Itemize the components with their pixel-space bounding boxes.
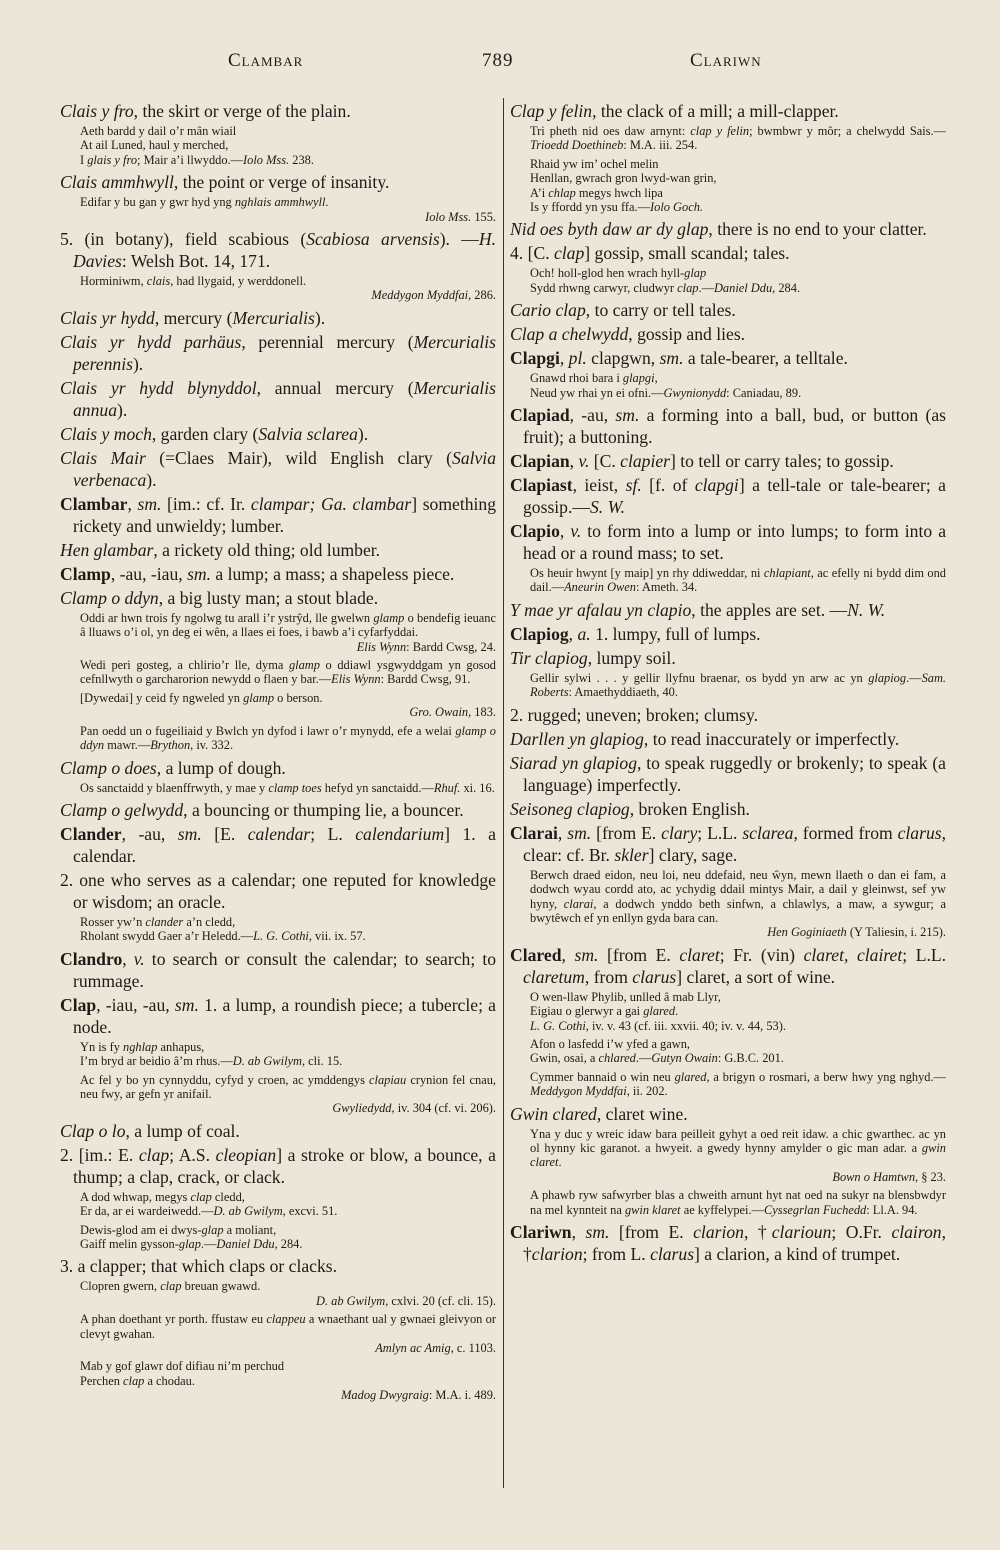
citation-quote bbox=[510, 157, 946, 215]
dictionary-entry: Clais yr hydd, mercury (Mercurialis). bbox=[60, 307, 326, 328]
dictionary-entry: Clap y felin, the clack of a mill; a mill-clapper. bbox=[510, 101, 839, 121]
quote-line: Edifar y bu gan y gwr hyd yng nghlais ammhwyll. bbox=[80, 195, 329, 210]
quote-line: Oddi ar hwn trois fy ngolwg tu arall i’r ystrŷd, lle gwelwn glamp o bendefig ieuanc â lluaws o’i ol, yn deg ei wên, a llaes ei foes, i bawb a’i cyfarfyddai. bbox=[80, 610, 496, 640]
citation-quote bbox=[510, 868, 946, 940]
citation-quote bbox=[510, 1188, 946, 1217]
dictionary-entry: Clamp o does, a lump of dough. bbox=[60, 757, 286, 778]
quote-line: A dod whwap, megys clap cledd, bbox=[80, 1189, 245, 1204]
dictionary-entry: 2. [im.: E. clap; A.S. cleopian] a stroke or blow, a bounce, a thump; a clap, crack, or clack. bbox=[60, 1144, 496, 1187]
quote-line: Sydd rhwng carwyr, cludwyr clap.—Daniel Ddu, 284. bbox=[530, 280, 801, 295]
quote-source: Elis Wynn: Bardd Cwsg, 24. bbox=[356, 639, 496, 654]
quote-line: Dewis-glod am ei dwys-glap a moliant, bbox=[80, 1222, 277, 1237]
dictionary-entry: Hen glambar, a rickety old thing; old lumber. bbox=[60, 539, 381, 560]
quote-source: Amlyn ac Amig, c. 1103. bbox=[375, 1341, 496, 1355]
quote-line: Os heuir hwynt [y maip] yn rhy ddiweddar, ni chlapiant, ac efelly ni bydd dim ond dail.—Aneurin Owen: Ameth. 34. bbox=[530, 566, 946, 595]
dictionary-entry: Clapio, v. to form into a lump or into lumps; to form into a head or a round mass; to set. bbox=[510, 521, 946, 564]
dictionary-entry: Clapiad, -au, sm. a forming into a ball, bud, or button (as fruit); a buttoning. bbox=[510, 405, 946, 448]
quote-line: Yna y duc y wreic idaw bara peilleit gyhyt a oed reit idaw. a chic gwarthec. ac yn ol hynny kic garanot. a hwyeit. a gwedy hynny amylder o gic man adar. a gwin claret. bbox=[530, 1126, 946, 1170]
quote-line: Rholant swydd Gaer a’r Heledd.—L. G. Cothi, vii. ix. 57. bbox=[80, 929, 366, 944]
quote-line: Clopren gwern, clap breuan gwawd. bbox=[80, 1279, 261, 1294]
quote-line: L. G. Cothi, iv. v. 43 (cf. iii. xxvii. 40; iv. v. 44, 53). bbox=[530, 1018, 786, 1033]
dictionary-entry: Nid oes byth daw ar dy glap, there is no end to your clatter. bbox=[510, 219, 927, 240]
quote-line: [Dywedai] y ceid fy ngweled yn glamp o berson. bbox=[80, 690, 323, 705]
quote-line: I glais y fro; Mair a’i llwyddo.—Iolo Mss. 238. bbox=[80, 152, 314, 167]
quote-source: Bown o Hamtwn, § 23. bbox=[832, 1169, 946, 1184]
dictionary-entry: Clais y fro, the skirt or verge of the plain. bbox=[60, 101, 351, 121]
quote-line: A’i chlap megys hwch lipa bbox=[530, 185, 663, 200]
quote-line: Rhaid yw im’ ochel melin bbox=[530, 156, 659, 171]
citation-quote bbox=[60, 1223, 496, 1252]
quote-line: At ail Luned, haul y merched, bbox=[80, 138, 229, 153]
dictionary-entry: Y mae yr afalau yn clapio, the apples are set. —N. W. bbox=[510, 599, 886, 620]
dictionary-entry: Clarai, sm. [from E. clary; L.L. sclarea, formed from clarus, clear: cf. Br. skler] clary, sage. bbox=[510, 822, 946, 865]
dictionary-entry: Clapiast, ieist, sf. [f. of clapgi] a tell-tale or tale-bearer; a gossip.—S. W. bbox=[510, 475, 946, 518]
quote-line: Horminiwm, clais, had llygaid, y werddonell. bbox=[80, 274, 307, 289]
dictionary-entry: Clamp o gelwydd, a bouncing or thumping lie, a bouncer. bbox=[60, 799, 464, 820]
right-column bbox=[510, 100, 946, 1500]
column-divider bbox=[503, 98, 504, 1488]
quote-source: Gwyliedydd, iv. 304 (cf. vi. 206). bbox=[332, 1101, 496, 1116]
citation-quote bbox=[60, 781, 496, 795]
citation-quote bbox=[510, 671, 946, 700]
dictionary-entry: Clapgi, pl. clapgwn, sm. a tale-bearer, a telltale. bbox=[510, 348, 848, 369]
dictionary-entry: Clap a chelwydd, gossip and lies. bbox=[510, 324, 746, 345]
quote-line: I’m bryd ar beidio â’m rhus.—D. ab Gwilym, cli. 15. bbox=[80, 1054, 343, 1069]
citation-quote bbox=[60, 124, 496, 167]
running-head bbox=[0, 50, 1000, 80]
quote-source: Gro. Owain, 183. bbox=[409, 705, 496, 720]
quote-line: Gwin, osai, a chlared.—Gutyn Owain: G.B.C. 201. bbox=[530, 1051, 784, 1066]
dictionary-entry: Clapian, v. [C. clapier] to tell or carry tales; to gossip. bbox=[510, 451, 894, 472]
header-right-word: Clariwn bbox=[690, 50, 762, 71]
quote-line: Er da, ar ei wardeiwedd.—D. ab Gwilym, excvi. 51. bbox=[80, 1204, 338, 1219]
citation-quote bbox=[510, 1127, 946, 1185]
quote-line: A phan doethant yr porth. ffustaw eu clappeu a wnaethant ual y gwnaei gleivyon or clevyt gwahan. bbox=[80, 1312, 496, 1341]
quote-line: Perchen clap a chodau. bbox=[80, 1373, 195, 1388]
dictionary-entry: Clais y moch, garden clary (Salvia sclarea). bbox=[60, 423, 369, 444]
citation-quote bbox=[60, 195, 496, 224]
quote-source: D. ab Gwilym, cxlvi. 20 (cf. cli. 15). bbox=[316, 1293, 496, 1308]
dictionary-entry: 4. [C. clap] gossip, small scandal; tales. bbox=[510, 243, 790, 264]
quote-line: O wen-llaw Phylib, unlled â mab Llyr, bbox=[530, 989, 721, 1004]
dictionary-entry: 2. rugged; uneven; broken; clumsy. bbox=[510, 704, 759, 725]
dictionary-entry: Clapiog, a. 1. lumpy, full of lumps. bbox=[510, 623, 761, 644]
dictionary-entry: Clamp, -au, -iau, sm. a lump; a mass; a shapeless piece. bbox=[60, 563, 455, 584]
quote-line: Wedi peri gosteg, a chlirio’r lle, dyma glamp o ddiawl ysgwyddgam yn gosod cefnllwyth o garcharorion newydd o flaen y bar.—Elis Wynn: Bardd Cwsg, 91. bbox=[80, 658, 496, 687]
dictionary-entry: 3. a clapper; that which claps or clacks. bbox=[60, 1256, 337, 1277]
quote-source: Meddygon Myddfai, 286. bbox=[371, 288, 496, 303]
citation-quote bbox=[510, 1070, 946, 1099]
dictionary-entry: 5. (in botany), field scabious (Scabiosa arvensis). —H. Davies: Welsh Bot. 14, 171. bbox=[60, 229, 496, 272]
citation-quote bbox=[510, 266, 946, 295]
citation-quote bbox=[510, 371, 946, 400]
dictionary-entry: Clambar, sm. [im.: cf. Ir. clampar; Ga. clambar] something rickety and unwieldy; lumber. bbox=[60, 493, 496, 536]
quote-line: Eigiau o glerwyr a gai glared. bbox=[530, 1004, 679, 1019]
citation-quote bbox=[60, 658, 496, 687]
citation-quote bbox=[60, 1073, 496, 1116]
dictionary-entry: Clais yr hydd blynyddol, annual mercury (Mercurialis annua). bbox=[60, 377, 496, 420]
quote-line: Tri pheth nid oes daw arnynt: clap y felin; bwmbwr y môr; a chelwydd Sais.—Trioedd Doethineb: M.A. iii. 254. bbox=[530, 124, 946, 153]
dictionary-entry: Clamp o ddyn, a big lusty man; a stout blade. bbox=[60, 587, 379, 608]
quote-line: Ac fel y bo yn cynnyddu, cyfyd y croen, ac ymddengys clapiau crynion fel cnau, neu fwy, ar gefn yr anifail. bbox=[80, 1072, 496, 1101]
quote-line: Is y ffordd yn ysu ffa.—Iolo Goch. bbox=[530, 200, 703, 215]
dictionary-entry: Clais yr hydd parhäus, perennial mercury (Mercurialis perennis). bbox=[60, 331, 496, 374]
citation-quote bbox=[510, 566, 946, 595]
citation-quote bbox=[60, 1359, 496, 1402]
quote-line: Mab y gof glawr dof difiau ni’m perchud bbox=[80, 1359, 285, 1374]
quote-line: Gaiff melin gysson-glap.—Daniel Ddu, 284. bbox=[80, 1236, 303, 1251]
quote-line: Cymmer bannaid o win neu glared, a brigyn o rosmari, a berw hwy yng nghyd.—Meddygon Myddfai, ii. 202. bbox=[530, 1069, 946, 1099]
dictionary-entry: Clariwn, sm. [from E. clarion, †clarioun; O.Fr. clairon, †clarion; from L. clarus] a clarion, a kind of trumpet. bbox=[510, 1222, 946, 1264]
citation-quote bbox=[60, 724, 496, 753]
dictionary-entry: Gwin clared, claret wine. bbox=[510, 1103, 688, 1124]
dictionary-entry: Clared, sm. [from E. claret; Fr. (vin) claret, clairet; L.L. claretum, from clarus] claret, a sort of wine. bbox=[510, 944, 946, 987]
dictionary-entry: Tir clapiog, lumpy soil. bbox=[510, 647, 676, 668]
dictionary-entry: Darllen yn glapiog, to read inaccurately or imperfectly. bbox=[510, 728, 900, 749]
quote-line: Rosser yw’n clander a’n cledd, bbox=[80, 914, 236, 929]
quote-source: Hen Goginiaeth (Y Taliesin, i. 215). bbox=[767, 925, 946, 940]
citation-quote bbox=[60, 1040, 496, 1069]
quote-source: Iolo Mss. 155. bbox=[425, 209, 496, 224]
quote-line: Afon o lasfedd i’w yfed a gawn, bbox=[530, 1036, 690, 1051]
citation-quote bbox=[60, 915, 496, 944]
quote-line: Gellir sylwi . . . y gellir llyfnu braenar, os bydd yn arw ac yn glapiog.—Sam. Roberts: Amaethyddiaeth, 40. bbox=[530, 670, 946, 700]
left-column bbox=[60, 100, 496, 1500]
dictionary-entry: Siarad yn glapiog, to speak ruggedly or brokenly; to speak (a language) imperfectly. bbox=[510, 752, 946, 795]
citation-quote bbox=[510, 990, 946, 1033]
dictionary-entry: Cario clap, to carry or tell tales. bbox=[510, 300, 736, 321]
dictionary-entry: 2. one who serves as a calendar; one reputed for knowledge or wisdom; an oracle. bbox=[60, 869, 496, 912]
citation-quote bbox=[60, 691, 496, 720]
dictionary-entry: Clais Mair (=Claes Mair), wild English clary (Salvia verbenaca). bbox=[60, 447, 496, 490]
page-number: 789 bbox=[482, 50, 514, 71]
dictionary-entry: Clandro, v. to search or consult the calendar; to search; to rummage. bbox=[60, 948, 496, 991]
dictionary-entry: Clais ammhwyll, the point or verge of insanity. bbox=[60, 172, 390, 193]
citation-quote bbox=[60, 274, 496, 303]
quote-line: Gnawd rhoi bara i glapgi, bbox=[530, 371, 658, 386]
dictionary-entry: Clap o lo, a lump of coal. bbox=[60, 1120, 240, 1141]
quote-line: Och! holl-glod hen wrach hyll-glap bbox=[530, 266, 707, 281]
citation-quote bbox=[60, 1190, 496, 1219]
quote-line: Pan oedd un o fugeiliaid y Bwlch yn dyfod i lawr o’r mynydd, efe a welai glamp o ddyn mawr.—Brython, iv. 332. bbox=[80, 723, 496, 753]
dictionary-entry: Seisoneg clapiog, broken English. bbox=[510, 798, 750, 819]
quote-line: Neud yw rhai yn ei ofni.—Gwynionydd: Caniadau, 89. bbox=[530, 385, 802, 400]
quote-source: Madog Dwygraig: M.A. i. 489. bbox=[341, 1388, 496, 1403]
quote-line: Henllan, gwrach gron lwyd-wan grin, bbox=[530, 171, 717, 186]
quote-line: Yn is fy nghlap anhapus, bbox=[80, 1039, 205, 1054]
quote-line: Berwch draed eidon, neu loi, neu ddefaid, neu ŵyn, mewn llaeth o dan ei fam, a dodwch wyau cordd ato, ac ychydig ddail mintys Mair, a dail y gleinwst, sef yw hyny, clarai, a dodwch ynddo beth sinfwn, a chlawlys, a maw, a sywgur; a bwytêwch ef yn enllyn gyda bara can. bbox=[530, 867, 946, 925]
dictionary-entry: Clander, -au, sm. [E. calendar; L. calendarium] 1. a calendar. bbox=[60, 823, 496, 866]
dictionary-entry: Clap, -iau, -au, sm. 1. a lump, a roundish piece; a tubercle; a node. bbox=[60, 994, 496, 1037]
citation-quote bbox=[510, 1037, 946, 1066]
citation-quote bbox=[60, 1279, 496, 1308]
citation-quote bbox=[60, 1312, 496, 1355]
quote-line: Aeth bardd y dail o’r mân wiail bbox=[80, 124, 237, 138]
citation-quote bbox=[60, 611, 496, 654]
quote-line: Os sanctaidd y blaenffrwyth, y mae y clamp toes hefyd yn sanctaidd.—Rhuf. xi. 16. bbox=[80, 780, 495, 795]
citation-quote bbox=[510, 124, 946, 153]
header-left-word: Clambar bbox=[228, 50, 304, 71]
quote-line: A phawb ryw safwyrber blas a chweith arnunt hyt nat oed na sukyr na blensbwdyr na mel kynnteit na gwin klaret ae kyffelypei.—Cyssegrlan Fuchedd: Ll.A. 94. bbox=[530, 1188, 946, 1217]
